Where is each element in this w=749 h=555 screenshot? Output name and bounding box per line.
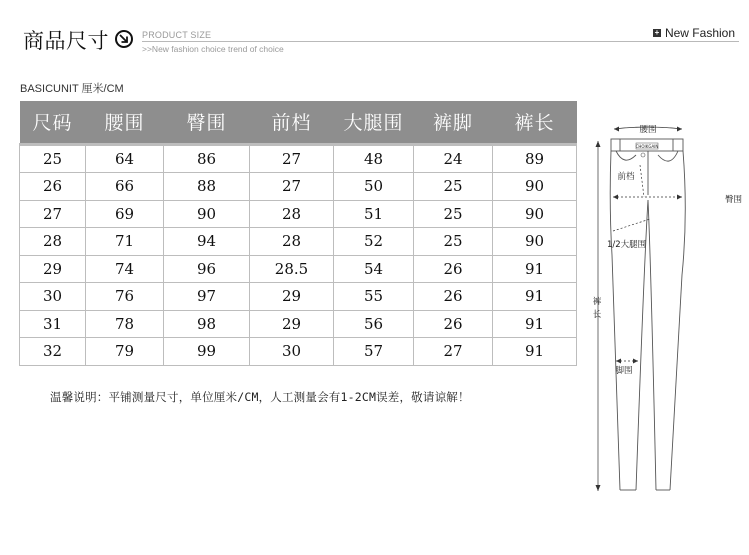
cell-front-rise: 28 bbox=[250, 200, 334, 228]
cell-thigh: 56 bbox=[334, 310, 414, 338]
cell-waist: 79 bbox=[86, 338, 164, 366]
cell-hip: 96 bbox=[164, 255, 250, 283]
cell-size: 25 bbox=[20, 144, 86, 173]
page-title: 商品尺寸 bbox=[23, 29, 109, 53]
section-subtitle: PRODUCT SIZE bbox=[142, 30, 212, 40]
cell-length: 90 bbox=[493, 173, 577, 201]
cell-length: 90 bbox=[493, 228, 577, 256]
cell-length: 91 bbox=[493, 310, 577, 338]
cell-waist: 78 bbox=[86, 310, 164, 338]
cell-front-rise: 29 bbox=[250, 283, 334, 311]
cell-hip: 90 bbox=[164, 200, 250, 228]
cell-hip: 97 bbox=[164, 283, 250, 311]
cell-hem: 27 bbox=[414, 338, 493, 366]
cell-waist: 76 bbox=[86, 283, 164, 311]
cell-thigh: 54 bbox=[334, 255, 414, 283]
column-header-hip: 臀围 bbox=[186, 112, 227, 135]
cell-hip: 99 bbox=[164, 338, 250, 366]
hem-label: 脚围 bbox=[615, 366, 633, 376]
cell-thigh: 48 bbox=[334, 144, 414, 173]
section-tagline: >>New fashion choice trend of choice bbox=[142, 44, 284, 54]
pants-measurement-diagram bbox=[578, 105, 749, 505]
cell-hip: 94 bbox=[164, 228, 250, 256]
cell-hem: 26 bbox=[414, 283, 493, 311]
cell-size: 32 bbox=[20, 338, 86, 366]
cell-waist: 64 bbox=[86, 144, 164, 173]
cell-hem: 24 bbox=[414, 144, 493, 173]
cell-front-rise: 27 bbox=[250, 173, 334, 201]
header-divider bbox=[142, 41, 739, 42]
column-header-hem: 裤脚 bbox=[432, 112, 473, 135]
cell-front-rise: 29 bbox=[250, 310, 334, 338]
cell-thigh: 51 bbox=[334, 200, 414, 228]
cell-thigh: 57 bbox=[334, 338, 414, 366]
table-row bbox=[20, 228, 577, 256]
cell-waist: 66 bbox=[86, 173, 164, 201]
cell-waist: 69 bbox=[86, 200, 164, 228]
cell-waist: 74 bbox=[86, 255, 164, 283]
cell-length: 91 bbox=[493, 255, 577, 283]
new-fashion-badge bbox=[653, 26, 735, 40]
pants-outline bbox=[610, 139, 685, 490]
length-label-bottom: 长 bbox=[592, 310, 602, 320]
table-row bbox=[20, 310, 577, 338]
column-header-thigh: 大腿围 bbox=[343, 112, 404, 135]
cell-front-rise: 28 bbox=[250, 228, 334, 256]
cell-hip: 88 bbox=[164, 173, 250, 201]
cell-size: 29 bbox=[20, 255, 86, 283]
half-thigh-label: 1/2大腿围 bbox=[607, 240, 647, 250]
cell-size: 31 bbox=[20, 310, 86, 338]
new-fashion-label: New Fashion bbox=[664, 26, 735, 40]
cell-length: 91 bbox=[493, 283, 577, 311]
cell-size: 26 bbox=[20, 173, 86, 201]
cell-size: 30 bbox=[20, 283, 86, 311]
hem-arrow bbox=[616, 359, 638, 364]
brand-tag-label: CHOIKGAIN bbox=[635, 144, 659, 149]
cell-front-rise: 30 bbox=[250, 338, 334, 366]
front-rise-arrow bbox=[640, 165, 644, 197]
table-row bbox=[20, 338, 577, 366]
cell-thigh: 55 bbox=[334, 283, 414, 311]
cell-front-rise: 28.5 bbox=[250, 255, 334, 283]
button-icon bbox=[641, 153, 645, 157]
column-header-length: 裤长 bbox=[514, 112, 555, 135]
cell-hem: 26 bbox=[414, 310, 493, 338]
column-header-front-rise: 前档 bbox=[271, 112, 312, 135]
cell-length: 90 bbox=[493, 200, 577, 228]
table-header-row bbox=[20, 101, 577, 144]
cell-size: 27 bbox=[20, 200, 86, 228]
unit-label: BASICUNIT 厘米/CM bbox=[20, 83, 124, 95]
hip-arrow bbox=[613, 195, 682, 200]
table-row bbox=[20, 144, 577, 173]
cell-hip: 98 bbox=[164, 310, 250, 338]
cell-thigh: 50 bbox=[334, 173, 414, 201]
cell-hem: 26 bbox=[414, 255, 493, 283]
column-header-size: 尺码 bbox=[32, 112, 73, 135]
length-label-top: 裤 bbox=[592, 297, 602, 307]
cell-waist: 71 bbox=[86, 228, 164, 256]
table-row bbox=[20, 255, 577, 283]
cell-length: 91 bbox=[493, 338, 577, 366]
cell-hem: 25 bbox=[414, 173, 493, 201]
table-row bbox=[20, 173, 577, 201]
cell-hem: 25 bbox=[414, 228, 493, 256]
size-table bbox=[19, 101, 577, 366]
table-row bbox=[20, 200, 577, 228]
hip-label: 臀围 bbox=[725, 195, 743, 205]
cell-hem: 25 bbox=[414, 200, 493, 228]
table-row bbox=[20, 283, 577, 311]
waist-label: 腰围 bbox=[639, 125, 657, 135]
cell-hip: 86 bbox=[164, 144, 250, 173]
front-rise-label: 前档 bbox=[617, 172, 635, 182]
half-thigh-arrow bbox=[613, 219, 650, 231]
arrow-down-right-icon bbox=[115, 30, 133, 48]
cell-length: 89 bbox=[493, 144, 577, 173]
column-header-waist: 腰围 bbox=[104, 112, 145, 135]
plus-icon: + bbox=[654, 28, 660, 37]
cell-thigh: 52 bbox=[334, 228, 414, 256]
cell-front-rise: 27 bbox=[250, 144, 334, 173]
cell-size: 28 bbox=[20, 228, 86, 256]
measurement-note: 温馨说明：平铺测量尺寸，单位厘米/CM，人工测量会有1-2CM误差，敬请谅解！ bbox=[50, 390, 470, 404]
